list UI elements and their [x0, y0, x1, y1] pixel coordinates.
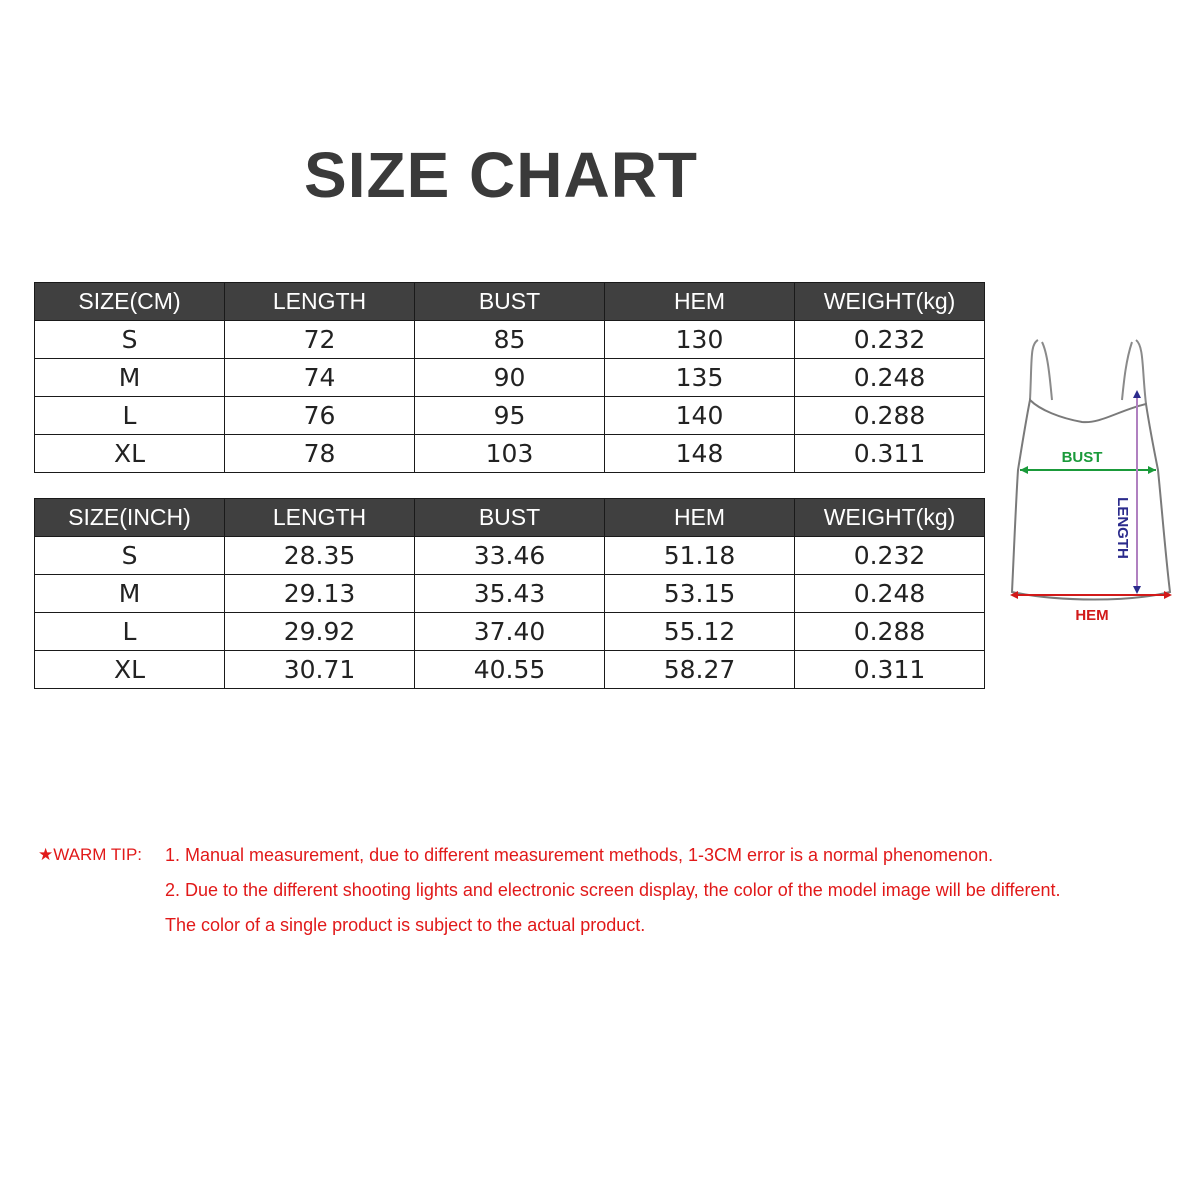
table-header-row [35, 283, 985, 321]
table-cell: 95 [415, 397, 605, 435]
star-icon: ★ [38, 845, 54, 864]
table-cell: L [35, 613, 225, 651]
warm-tip-title: WARM TIP: [53, 845, 143, 864]
table-cell: 130 [605, 321, 795, 359]
size-table-inch [34, 498, 985, 689]
table-cell: 51.18 [605, 537, 795, 575]
bust-label: BUST [1061, 449, 1103, 466]
table-cell: 55.12 [605, 613, 795, 651]
left-strap [1030, 340, 1038, 400]
header-cell: HEM [605, 499, 795, 537]
table-cell: 0.311 [795, 435, 985, 473]
table-cell: 74 [225, 359, 415, 397]
header-cell: LENGTH [225, 283, 415, 321]
table-cell: S [35, 537, 225, 575]
table-cell: 135 [605, 359, 795, 397]
warm-tip-label [38, 845, 142, 865]
table-row [35, 397, 985, 435]
table-cell: 29.92 [225, 613, 415, 651]
table-cell: 40.55 [415, 651, 605, 689]
table-cell: 85 [415, 321, 605, 359]
header-cell: BUST [415, 499, 605, 537]
warm-tip-line-3: The color of a single product is subject to the actual product. [165, 915, 646, 935]
header-cell: WEIGHT(kg) [795, 499, 985, 537]
table-cell: 0.232 [795, 537, 985, 575]
table-cell: 0.311 [795, 651, 985, 689]
table-cell: 53.15 [605, 575, 795, 613]
table-cell: 0.232 [795, 321, 985, 359]
table-cell: S [35, 321, 225, 359]
table-cell: 30.71 [225, 651, 415, 689]
table-cell: 90 [415, 359, 605, 397]
length-arrow-top-head [1133, 390, 1141, 398]
table-cell: M [35, 575, 225, 613]
header-cell: SIZE(CM) [35, 283, 225, 321]
hem-label: HEM [1075, 607, 1109, 624]
table-row [35, 321, 985, 359]
table-cell: 37.40 [415, 613, 605, 651]
header-cell: HEM [605, 283, 795, 321]
page-title: SIZE CHART [304, 139, 698, 211]
table-row [35, 613, 985, 651]
table-header-row [35, 499, 985, 537]
table-cell: 148 [605, 435, 795, 473]
table-row [35, 537, 985, 575]
table-cell: XL [35, 651, 225, 689]
header-cell: SIZE(INCH) [35, 499, 225, 537]
table-cell: 0.288 [795, 613, 985, 651]
table-cell: 0.248 [795, 575, 985, 613]
table-cell: 103 [415, 435, 605, 473]
warm-tip-line-1: 1. Manual measurement, due to different measurement methods, 1-3CM error is a normal phenomenon. [165, 845, 994, 865]
table-cell: M [35, 359, 225, 397]
camisole-diagram [1000, 330, 1190, 630]
warm-tip-line-2: 2. Due to the different shooting lights and electronic screen display, the color of the model image will be different. [165, 880, 1061, 900]
table-cell: 58.27 [605, 651, 795, 689]
left-strap [1042, 342, 1052, 400]
table-row [35, 435, 985, 473]
table-cell: 33.46 [415, 537, 605, 575]
table-cell: 29.13 [225, 575, 415, 613]
table-row [35, 359, 985, 397]
header-cell: LENGTH [225, 499, 415, 537]
header-cell: WEIGHT(kg) [795, 283, 985, 321]
table-cell: 76 [225, 397, 415, 435]
table-cell: XL [35, 435, 225, 473]
table-cell: 72 [225, 321, 415, 359]
table-cell: 28.35 [225, 537, 415, 575]
length-label: LENGTH [1114, 497, 1131, 559]
header-cell: BUST [415, 283, 605, 321]
table-cell: 78 [225, 435, 415, 473]
table-row [35, 575, 985, 613]
camisole-body [1012, 400, 1170, 600]
table-cell: L [35, 397, 225, 435]
table-cell: 35.43 [415, 575, 605, 613]
table-cell: 140 [605, 397, 795, 435]
table-cell: 0.248 [795, 359, 985, 397]
table-cell: 0.288 [795, 397, 985, 435]
right-strap [1122, 342, 1132, 400]
size-table-cm [34, 282, 985, 473]
table-row [35, 651, 985, 689]
